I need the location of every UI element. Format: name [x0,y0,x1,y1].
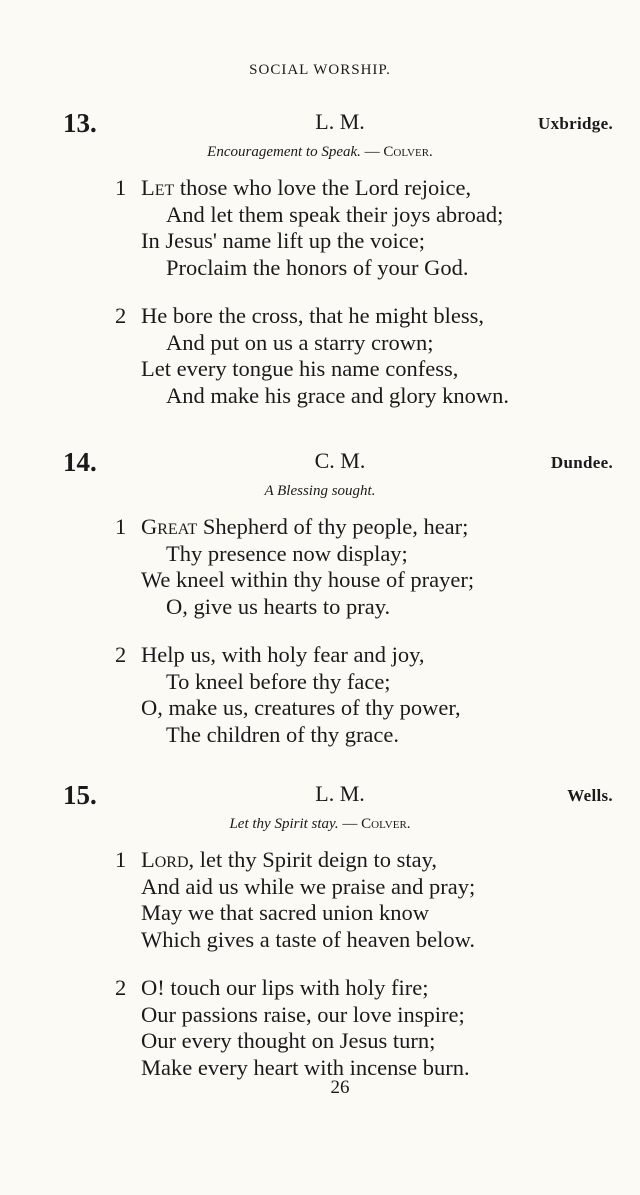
line-text: O! touch our lips with holy fire; [141,975,429,1000]
verse-line: O, give us hearts to pray. [166,593,391,619]
tune-name: Dundee. [550,453,613,472]
line-text: , let thy Spirit deign to stay, [188,847,438,872]
hymn-title: A Blessing sought. [264,483,376,499]
page-number: 26 [330,1077,350,1098]
verse-line: And let them speak their joys abroad; [166,201,504,227]
verse-line [0,514,640,541]
line-text: He bore the cross, that he might bless, [141,303,485,328]
stanza-number: 2 [115,642,127,667]
verse-line: And make his grace and glory known. [166,382,510,408]
stanza [0,303,640,409]
verse-line: We kneel within thy house of prayer; [141,567,475,592]
verse-line: Our passions raise, our love inspire; [141,1001,465,1027]
verse-line: To kneel before thy face; [166,668,391,694]
hymn-14 [0,447,640,748]
stanza [0,975,640,1081]
stanza-number: 1 [115,514,127,539]
hymn-title: Let thy Spirit stay. [229,816,339,832]
verse-line: May we that sacred union know [141,900,430,925]
hymn-header [0,780,640,814]
verse-line: Let every tongue his name confess, [141,356,459,381]
hymn-meter: L. M. [315,109,365,134]
verse-line [0,303,640,330]
tune-name: Wells. [567,786,613,805]
verse-line: And aid us while we praise and pray; [141,873,476,899]
stanza-number: 2 [115,975,127,1000]
stanza [0,847,640,953]
stanza [0,175,640,281]
stanza [0,514,640,620]
first-word: Let [141,175,175,200]
hymn-number: 13. [63,108,97,138]
verse-line [0,847,640,874]
hymn-15 [0,780,640,1081]
tune-name: Uxbridge. [538,114,613,133]
line-text: Help us, with holy fear and joy, [141,642,425,667]
hymn-meter: L. M. [315,781,365,806]
hymn-number: 15. [63,780,97,810]
running-head: SOCIAL WORSHIP. [249,62,391,78]
verse-line [0,642,640,669]
stanza-number: 1 [115,847,127,872]
verse-line: Proclaim the honors of your God. [166,254,469,280]
first-word: Great [141,514,198,539]
hymn-meter: C. M. [314,448,366,473]
line-text: those who love the Lord rejoice, [174,175,472,200]
hymn-author: — Colver. [364,144,433,160]
stanza [0,642,640,748]
verse-line: The children of thy grace. [166,721,400,747]
line-text: Shepherd of thy people, hear; [197,514,469,539]
stanza-number: 1 [115,175,127,200]
verse-line: Which gives a taste of heaven below. [141,926,476,952]
stanza-number: 2 [115,303,127,328]
hymn-subtitle [0,816,640,833]
verse-line [0,975,640,1002]
hymn-13 [0,108,640,409]
verse-line [0,175,640,202]
verse-line: O, make us, creatures of thy power, [141,695,461,720]
verse-line: And put on us a starry crown; [166,329,434,355]
hymn-subtitle [0,483,640,500]
first-word: Lord [141,847,189,872]
hymn-number: 14. [63,447,97,477]
hymn-header [0,108,640,142]
verse-line: Make every heart with incense burn. [141,1054,470,1080]
verse-line: Thy presence now display; [166,540,408,566]
verse-line: Our every thought on Jesus turn; [141,1028,436,1053]
hymn-title: Encouragement to Speak. [207,144,361,160]
hymn-author: — Colver. [342,816,411,832]
hymn-subtitle [0,144,640,161]
verse-line: In Jesus' name lift up the voice; [141,228,425,253]
hymn-header [0,447,640,481]
